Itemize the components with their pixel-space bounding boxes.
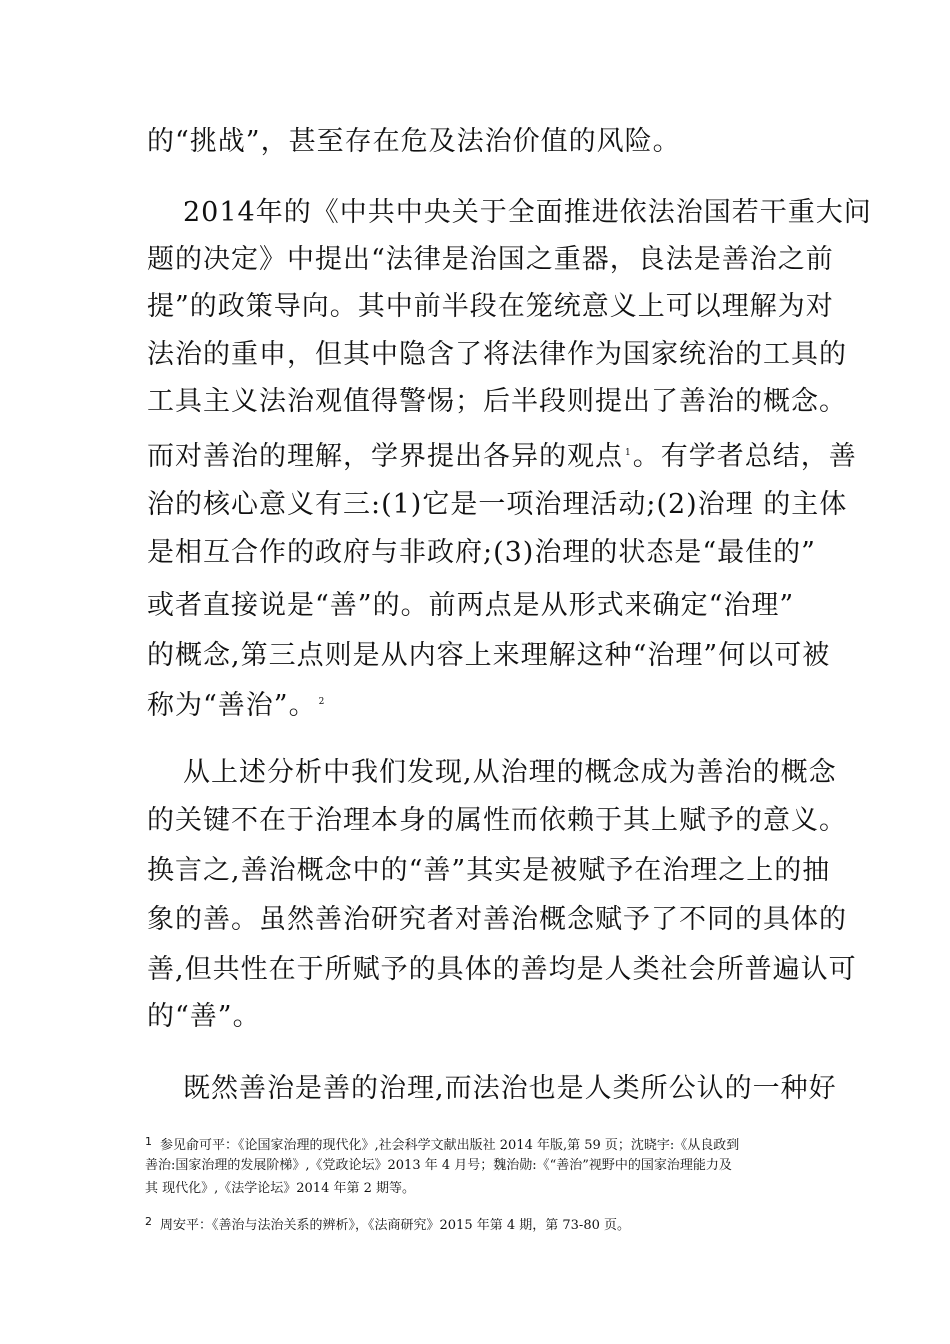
text-line: 提”的政策导向。其中前半段在笼统意义上可以理解为对 bbox=[147, 291, 834, 322]
text-line: 题的决定》中提出“法律是治国之重器，良法是善治之前 bbox=[147, 244, 834, 275]
text-line: 换言之,善治概念中的“善”其实是被赋予在治理之上的抽 bbox=[147, 855, 831, 886]
text-line: 既然善治是善的治理,而法治也是人类所公认的一种好 bbox=[183, 1073, 837, 1104]
footnote-text: 参见俞可平：《论国家治理的现代化》,社会科学文献出版社 2014 年版,第 59 页；沈晓宇:《从良政到 bbox=[160, 1138, 740, 1153]
text-line bbox=[147, 441, 857, 473]
text-line: 善,但共性在于所赋予的具体的善均是人类社会所普遍认可 bbox=[147, 954, 857, 985]
footnote-line bbox=[145, 1211, 825, 1237]
text-line: 象的善。虽然善治研究者对善治概念赋予了不同的具体的 bbox=[147, 904, 847, 935]
text-segment: 称为“善治”。 bbox=[147, 690, 317, 721]
footnote-line: 其 现代化》,《法学论坛》2014 年第 2 期等。 bbox=[145, 1181, 416, 1196]
footnote-ref-1[interactable]: 1 bbox=[625, 448, 631, 458]
text-line: 法治的重申，但其中隐含了将法律作为国家统治的工具的 bbox=[147, 339, 847, 370]
text-line: 工具主义法治观值得警惕；后半段则提出了善治的概念。 bbox=[147, 386, 847, 417]
text-line: 2014年的《中共中央关于全面推进依法治国若干重大问 bbox=[183, 197, 872, 228]
text-segment: 。有学者总结，善 bbox=[632, 441, 857, 472]
footnote-text: 周安平：《善治与法治关系的辨析》，《法商研究》2015 年第 4 期，第 73-80 页。 bbox=[160, 1218, 630, 1233]
text-line: 的关键不在于治理本身的属性而依赖于其上赋予的意义。 bbox=[147, 805, 847, 836]
text-line: 的“挑战”，甚至存在危及法治价值的风险。 bbox=[147, 126, 681, 157]
text-line: 的“善”。 bbox=[147, 1001, 261, 1032]
text-line: 是相互合作的政府与非政府;(3)治理的状态是“最佳的” bbox=[147, 537, 816, 568]
text-segment: 而对善治的理解，学界提出各异的观点 bbox=[147, 441, 623, 472]
footnote-ref-2[interactable]: 2 bbox=[318, 697, 325, 707]
footnote-number: 2 bbox=[145, 1215, 152, 1228]
footnote-line bbox=[145, 1131, 825, 1157]
footnote-number: 1 bbox=[145, 1135, 152, 1148]
text-line: 或者直接说是“善”的。前两点是从形式来确定“治理” bbox=[147, 590, 795, 621]
text-line: 治的核心意义有三:(1)它是一项治理活动;(2)治理 的主体 bbox=[147, 489, 848, 520]
text-line: 从上述分析中我们发现,从治理的概念成为善治的概念 bbox=[183, 757, 837, 788]
footnote-line: 善治:国家治理的发展阶梯》,《党政论坛》2013 年 4 月号；魏治勋:《“善治”视野中的国家治理能力及 bbox=[145, 1158, 732, 1173]
text-line bbox=[147, 690, 817, 722]
text-line: 的概念,第三点则是从内容上来理解这种“治理”何以可被 bbox=[147, 640, 831, 671]
